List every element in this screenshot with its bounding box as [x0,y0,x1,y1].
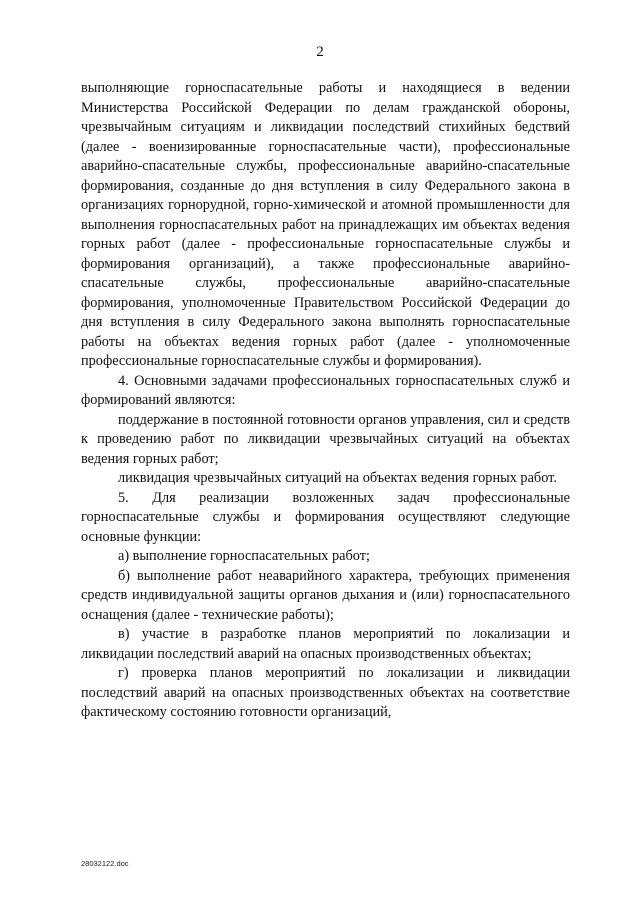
paragraph-task-liquidation: ликвидация чрезвычайных ситуаций на объектах ведения горных работ. [118,470,557,486]
paragraph-function-b: б) выполнение работ неаварийного характера, требующих применения средств индивидуальной защиты органов дыхания и (или) горноспасательного оснащения (далее - технические работы); [81,567,570,623]
paragraph-function-g: г) проверка планов мероприятий по локализации и ликвидации последствий аварий на опасных производственных объектах на соответствие фактическому состоянию готовности организаций, [81,665,570,720]
paragraph-item-4: 4. Основными задачами профессиональных горноспасательных служб и формирований являются: [81,372,570,408]
document-file-name: 28032122.doc [81,859,129,868]
paragraph-continuation: выполняющие горноспасательные работы и находящиеся в ведении Министерства Российской Федерации по делам гражданской обороны, чрезвычайным ситуациям и ликвидации последствий стихийных бедствий (далее - военизированные горноспасательные части), профессиональные аварийно-спасательные службы, профессиональные аварийно-спасательные формирования, созданные до дня вступления в силу Федерального закона в организациях горнорудной, горно-химической и атомной промышленности для выполнения горноспасательных работ на принадлежащих им объектах ведения горных работ (далее - профессиональные горноспасательные службы и формирования организаций), а также профессиональные аварийно-спасательные службы, профессиональные аварийно-спасательные формирования, уполномоченные Правительством Российской Федерации до дня вступления в силу Федерального закона выполнять горноспасательные работы на объектах ведения горных работ (далее - уполномоченные профессиональные горноспасательные службы и формирования). [81,80,570,369]
paragraph-task-readiness: поддержание в постоянной готовности органов управления, сил и средств к проведению работ по ликвидации чрезвычайных ситуаций на объектах ведения горных работ; [81,411,570,467]
paragraph-function-a: а) выполнение горноспасательных работ; [118,548,370,564]
page-number: 2 [316,44,324,60]
paragraph-function-v: в) участие в разработке планов мероприятий по локализации и ликвидации последствий аварий на опасных производственных объектах; [81,626,570,662]
document-body [81,79,570,723]
paragraph-item-5: 5. Для реализации возложенных задач профессиональные горноспасательные службы и формирования осуществляют следующие основные функции: [81,489,570,545]
